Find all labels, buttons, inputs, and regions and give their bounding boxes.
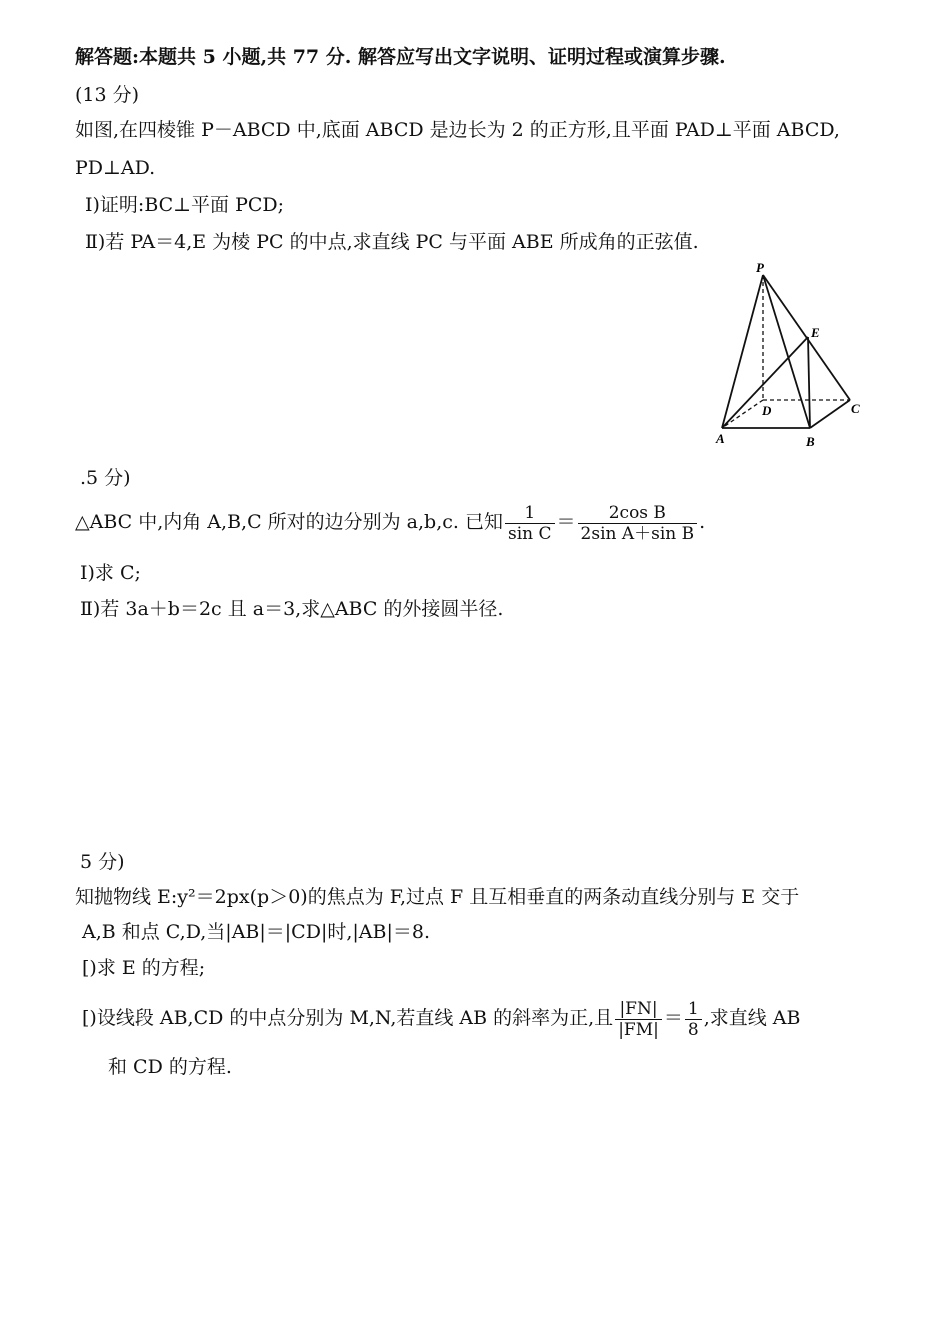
label-a: A <box>716 431 725 446</box>
q3-part2-cont: 和 CD 的方程. <box>108 1056 232 1078</box>
label-c: C <box>851 401 860 416</box>
pyramid-figure <box>700 255 870 450</box>
equals: ＝ <box>556 511 576 533</box>
label-e: E <box>811 325 820 340</box>
fraction-1-over-sinc <box>505 503 555 544</box>
fraction-one-eighth <box>685 999 702 1040</box>
fraction-cos-over-sin <box>578 503 698 544</box>
label-b: B <box>806 434 815 449</box>
q1-score: (13 分) <box>75 84 140 106</box>
q2-score: .5 分) <box>80 467 131 489</box>
q1-part2: Ⅱ)若 PA＝4,E 为棱 PC 的中点,求直线 PC 与平面 ABE 所成角的正弦值. <box>85 231 699 253</box>
denominator: sin C <box>507 523 552 544</box>
q1-stem: 如图,在四棱锥 P－ABCD 中,底面 ABCD 是边长为 2 的正方形,且平面 PAD⊥平面 ABCD, <box>75 119 840 141</box>
numerator: 2cos B <box>578 503 698 524</box>
denominator: 8 <box>687 1019 699 1040</box>
label-p: P <box>756 260 764 275</box>
q1-stem-cont: PD⊥AD. <box>75 157 156 179</box>
equals: ＝ <box>663 1007 683 1029</box>
section-header: 解答题:本题共 5 小题,共 77 分. 解答应写出文字说明、证明过程或演算步骤. <box>75 46 726 68</box>
q3-part2-end: ,求直线 AB <box>703 1007 801 1029</box>
q2-part2: Ⅱ)若 3a＋b＝2c 且 a＝3,求△ABC 的外接圆半径. <box>80 598 504 620</box>
numerator: 1 <box>685 999 702 1020</box>
q3-part2-text: [)设线段 AB,CD 的中点分别为 M,N,若直线 AB 的斜率为正,且 <box>82 1007 614 1029</box>
denominator: |FM| <box>618 1019 659 1040</box>
fraction-fn-over-fm <box>615 999 662 1040</box>
q3-stem-cont: A,B 和点 C,D,当|AB|＝|CD|时,|AB|＝8. <box>82 921 431 943</box>
label-d: D <box>762 403 772 418</box>
q3-part1: [)求 E 的方程; <box>82 957 206 979</box>
numerator: 1 <box>505 503 555 524</box>
q2-stem <box>75 500 705 544</box>
denominator: 2sin A＋sin B <box>580 523 695 544</box>
q3-score: 5 分) <box>80 851 125 873</box>
numerator: |FN| <box>615 999 662 1020</box>
q3-part2 <box>82 996 800 1040</box>
q1-part1: Ⅰ)证明:BC⊥平面 PCD; <box>85 194 285 216</box>
q2-part1: Ⅰ)求 C; <box>80 562 141 584</box>
q3-stem: 知抛物线 E:y²＝2px(p＞0)的焦点为 F,过点 F 且互相垂直的两条动直线分别与 E 交于 <box>75 886 800 908</box>
q2-stem-text: △ABC 中,内角 A,B,C 所对的边分别为 a,b,c. 已知 <box>75 511 503 533</box>
period: . <box>699 511 706 533</box>
